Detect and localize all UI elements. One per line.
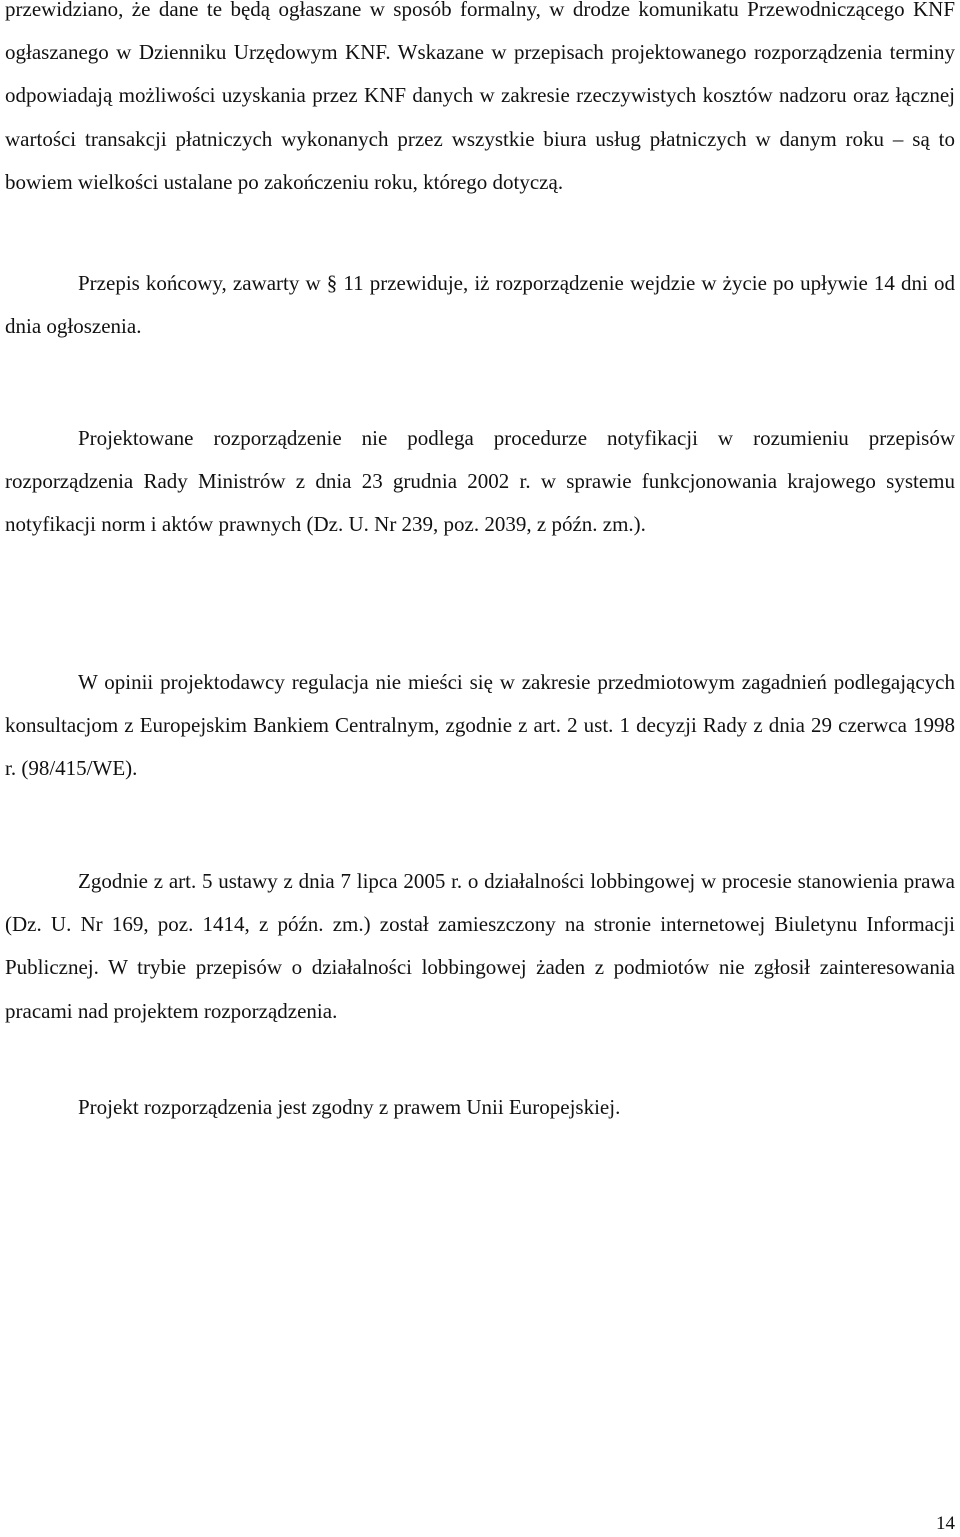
page-number: 14 [936,1513,955,1534]
paragraph-notification-procedure: Projektowane rozporządzenie nie podlega procedurze notyfikacji w rozumieniu przepisów rozporządzenia Rady Ministrów z dnia 23 grudnia 2002 r. w sprawie funkcjonowania krajowego systemu notyfikacji norm i aktów prawnych (Dz. U. Nr 239, poz. 2039, z późn. zm.). [5,426,955,537]
paragraph-ecb-consultation: W opinii projektodawcy regulacja nie mieści się w zakresie przedmiotowym zagadnień podlegających konsultacjom z Europejskim Bankiem Centralnym, zgodnie z art. 2 ust. 1 decyzji Rady z dnia 29 czerwca 1998 r. (98/415/WE). [5,670,955,781]
paragraph-eu-compliance: Projekt rozporządzenia jest zgodny z prawem Unii Europejskiej. [78,1095,621,1119]
paragraph-lobbying: Zgodnie z art. 5 ustawy z dnia 7 lipca 2005 r. o działalności lobbingowej w procesie stanowienia prawa (Dz. U. Nr 169, poz. 1414, z późn. zm.) został zamieszczony na stronie internetowej Biuletynu Informacji Publicznej. W trybie przepisów o działalności lobbingowej żaden z podmiotów nie zgłosił zainteresowania pracami nad projektem rozporządzenia. [5,869,955,1023]
paragraph-payment-data-terms: przewidziano, że dane te będą ogłaszane w sposób formalny, w drodze komunikatu Przewodniczącego KNF ogłaszanego w Dzienniku Urzędowym KNF. Wskazane w przepisach projektowanego rozporządzenia terminy odpowiadają możliwości uzyskania przez KNF danych w zakresie rzeczywistych kosztów nadzoru oraz łącznej wartości transakcji płatniczych wykonanych przez wszystkie biura usług płatniczych w danym roku – są to bowiem wielkości ustalane po zakończeniu roku, którego dotyczą. [5,0,955,194]
paragraph-final-provision: Przepis końcowy, zawarty w § 11 przewiduje, iż rozporządzenie wejdzie w życie po upływie 14 dni od dnia ogłoszenia. [5,271,955,339]
